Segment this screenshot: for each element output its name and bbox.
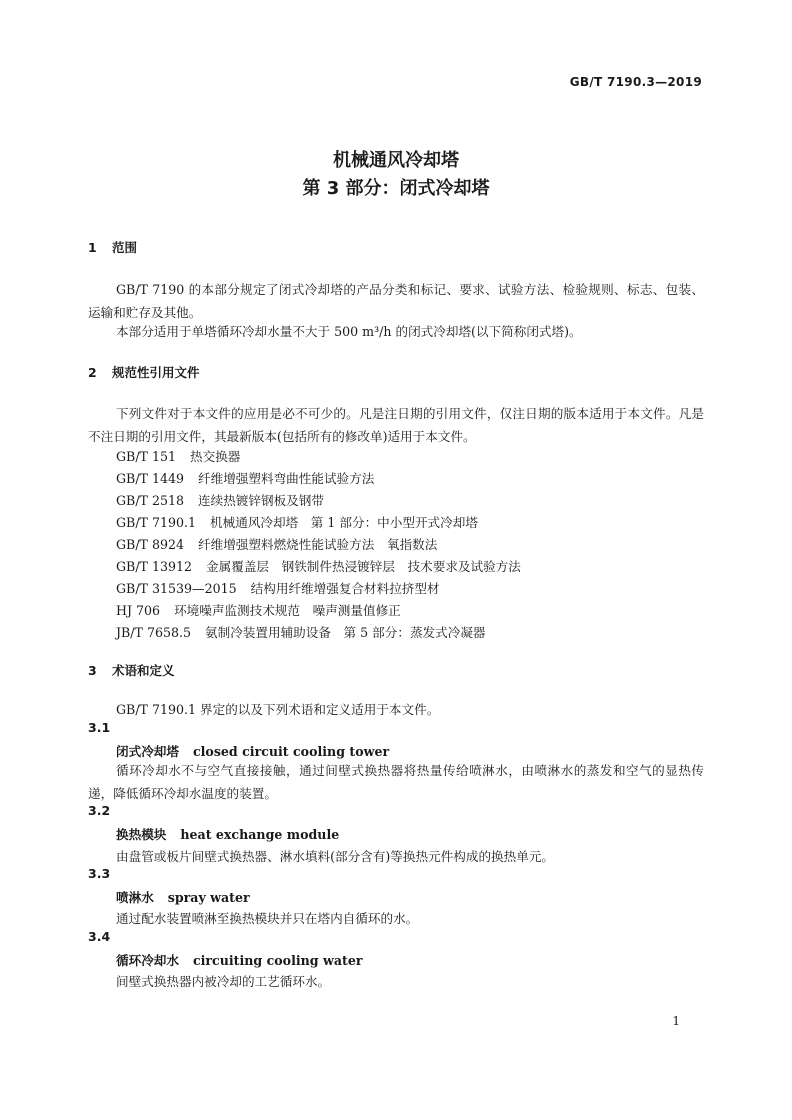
section-title: 术语和定义 — [112, 663, 175, 678]
reference-code: GB/T 2518 — [116, 493, 185, 508]
term-english: circuiting cooling water — [192, 953, 363, 968]
reference-item — [116, 468, 374, 487]
section-number: 3 — [88, 663, 97, 678]
reference-item — [116, 600, 401, 619]
section-number: 2 — [88, 365, 97, 380]
reference-item — [116, 534, 437, 553]
doc-subtitle: 第 3 部分：闭式冷却塔 — [302, 178, 490, 199]
reference-item — [116, 556, 521, 575]
reference-code: HJ 706 — [116, 603, 161, 618]
reference-item — [116, 490, 324, 509]
term-number: 3.4 — [88, 929, 111, 944]
term-english: spray water — [167, 890, 250, 905]
page-number: 1 — [672, 1014, 680, 1028]
reference-item — [116, 446, 240, 465]
reference-code: JB/T 7658.5 — [116, 625, 192, 640]
reference-code: GB/T 151 — [116, 449, 176, 464]
terms-intro-paragraph: GB/T 7190.1 界定的以及下列术语和定义适用于本文件。 — [116, 702, 440, 717]
reference-code: GB/T 1449 — [116, 471, 185, 486]
term-chinese: 喷淋水 — [116, 890, 154, 905]
reference-title: 热交换器 — [190, 449, 241, 464]
section-heading-terms — [88, 661, 175, 679]
section-title: 范围 — [112, 240, 138, 255]
reference-item — [116, 578, 440, 597]
term-number: 3.3 — [88, 866, 111, 881]
term-english: closed circuit cooling tower — [192, 744, 390, 759]
reference-code: GB/T 7190.1 — [116, 515, 197, 530]
term-definition: 由盘管或板片间壁式换热器、淋水填料(部分含有)等换热元件构成的换热单元。 — [116, 849, 555, 864]
term-definition: 间壁式换热器内被冷却的工艺循环水。 — [116, 974, 331, 989]
reference-item — [116, 512, 478, 531]
term-number: 3.2 — [88, 803, 111, 818]
reference-title: 纤维增强塑料弯曲性能试验方法 — [198, 471, 375, 486]
scope-paragraph-2: 本部分适用于单塔循环冷却水量不大于 500 m³/h 的闭式冷却塔(以下简称闭式塔)。 — [116, 324, 582, 339]
reference-title: 连续热镀锌钢板及钢带 — [198, 493, 324, 508]
term-heading — [116, 741, 389, 760]
reference-title: 纤维增强塑料燃烧性能试验方法 氧指数法 — [198, 537, 438, 552]
reference-title: 结构用纤维增强复合材料拉挤型材 — [250, 581, 440, 596]
reference-code: GB/T 13912 — [116, 559, 193, 574]
term-chinese: 闭式冷却塔 — [116, 744, 179, 759]
doc-title: 机械通风冷却塔 — [333, 150, 459, 171]
reference-title: 金属覆盖层 钢铁制件热浸镀锌层 技术要求及试验方法 — [206, 559, 521, 574]
standard-number: GB/T 7190.3—2019 — [569, 75, 702, 89]
reference-code: GB/T 8924 — [116, 537, 185, 552]
section-heading-normative-references — [88, 363, 200, 381]
reference-item — [116, 622, 486, 641]
term-definition: 循环冷却水不与空气直接接触，通过间壁式换热器将热量传给喷淋水，由喷淋水的蒸发和空气的显热传递，降低循环冷却水温度的装置。 — [88, 763, 704, 801]
section-title: 规范性引用文件 — [112, 365, 200, 380]
reference-title: 环境噪声监测技术规范 噪声测量值修正 — [174, 603, 401, 618]
term-heading — [116, 824, 339, 843]
reference-title: 氨制冷装置用辅助设备 第 5 部分：蒸发式冷凝器 — [205, 625, 486, 640]
reference-title: 机械通风冷却塔 第 1 部分：中小型开式冷却塔 — [210, 515, 478, 530]
term-definition: 通过配水装置喷淋至换热模块并只在塔内自循环的水。 — [116, 911, 419, 926]
term-english: heat exchange module — [180, 827, 340, 842]
section-number: 1 — [88, 240, 97, 255]
term-chinese: 循环冷却水 — [116, 953, 179, 968]
normative-intro-paragraph: 下列文件对于本文件的应用是必不可少的。凡是注日期的引用文件，仅注日期的版本适用于本文件。凡是不注日期的引用文件，其最新版本(包括所有的修改单)适用于本文件。 — [88, 406, 704, 444]
term-number: 3.1 — [88, 720, 111, 735]
term-heading — [116, 950, 362, 969]
section-heading-scope — [88, 238, 137, 256]
term-heading — [116, 887, 250, 906]
term-chinese: 换热模块 — [116, 827, 167, 842]
reference-code: GB/T 31539—2015 — [116, 581, 237, 596]
scope-paragraph-1: GB/T 7190 的本部分规定了闭式冷却塔的产品分类和标记、要求、试验方法、检验规则、标志、包装、运输和贮存及其他。 — [88, 282, 704, 320]
